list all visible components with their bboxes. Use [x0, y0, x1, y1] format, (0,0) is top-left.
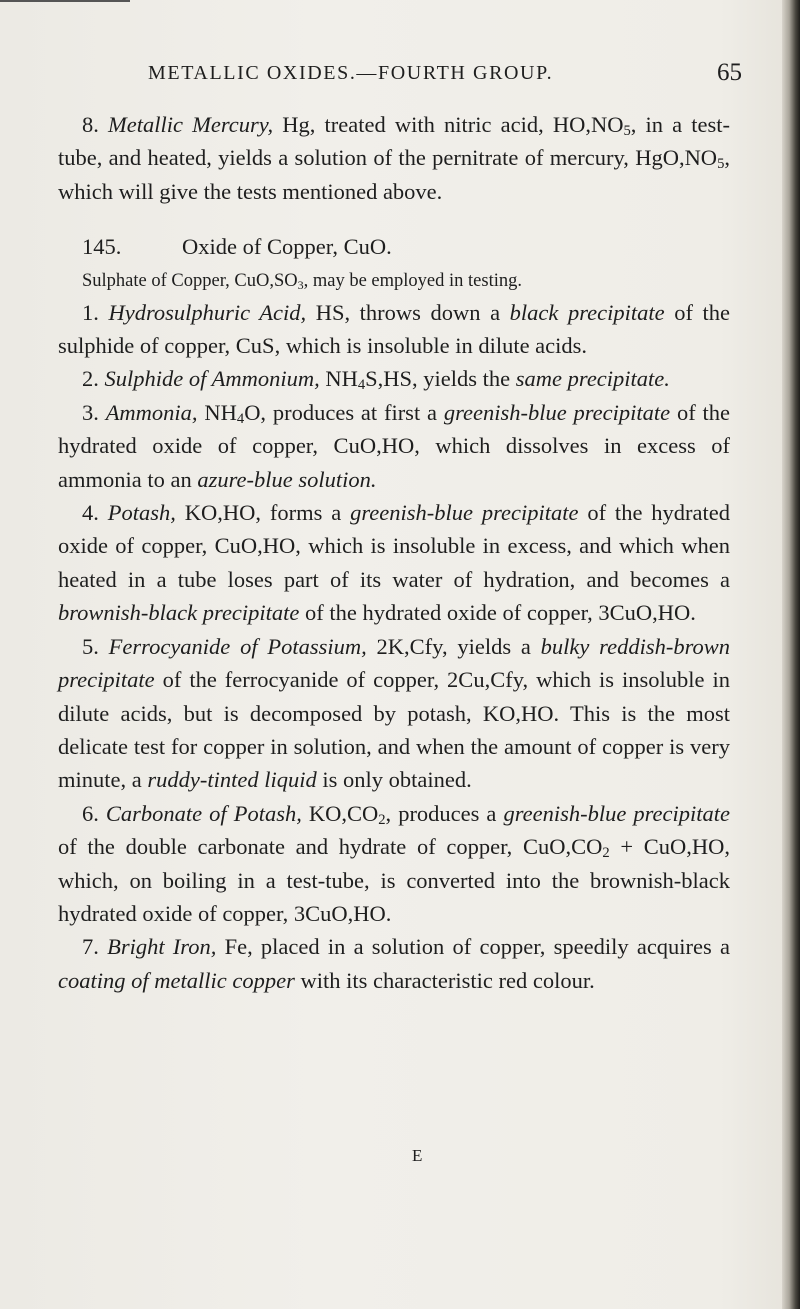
result-emphasis: azure-blue solution. — [197, 466, 377, 492]
result-emphasis: brownish-black precipitate — [58, 600, 300, 626]
reagent-name: Carbonate of Potash, — [105, 800, 302, 826]
page-number: 65 — [717, 59, 742, 86]
test-item-3: 3. Ammonia, $NH_4O$, produces at first a greenish-blue precipitate of the hydrated oxide of copper, CuO,HO, which dissolves in excess of ammonia to an azure-blue solution. — [58, 399, 730, 492]
reagent-name: Potash, — [107, 500, 176, 526]
page-header — [148, 59, 748, 92]
result-emphasis: greenish-blue precipitate — [503, 800, 730, 826]
result-emphasis: bulky reddish-brown precipitate — [58, 633, 730, 693]
reagent-name: Hydrosulphuric Acid, — [108, 299, 307, 325]
book-spine-shadow — [782, 0, 800, 1309]
test-item-1: 1. Hydrosulphuric Acid, HS, throws down a black precipitate of the sulphide of copper, CuS, which is insoluble in dilute acids. — [58, 299, 730, 359]
section-heading — [82, 230, 730, 263]
reagent-name: Bright Iron, — [107, 934, 217, 960]
result-emphasis: greenish-blue precipitate — [350, 500, 579, 526]
reagent-name: Ammonia, — [105, 399, 198, 425]
paragraph-metallic-mercury: 8. Metallic Mercury, Hg, treated with nitric acid, $HO,NO_5$, in a test-tube, and heated, yields a solution of the pernitrate of mercury, $HgO,NO_5$, which will give the tests mentioned above. — [58, 112, 731, 204]
test-item-7: 7. Bright Iron, Fe, placed in a solution of copper, speedily acquires a coating of metallic copper with its characteristic red colour. — [58, 934, 730, 993]
test-item-6: 6. Carbonate of Potash, $KO,CO_2$, produces a greenish-blue precipitate of the double carbonate and hydrate of copper, $CuO,CO_2 + CuO,HO$, which, on boiling in a test-tube, is converted into the brownish-black hydrated oxide of copper, 3CuO,HO. — [58, 800, 730, 926]
result-emphasis: greenish-blue precipitate — [443, 399, 671, 425]
section-number: 145. — [82, 234, 122, 260]
running-head: METALLIC OXIDES.—FOURTH GROUP. — [148, 62, 554, 84]
test-item-5: 5. Ferrocyanide of Potassium, 2K,Cfy, yields a bulky reddish-brown precipitate of the ferrocyanide of copper, 2Cu,Cfy, which is insoluble in dilute acids, but is decomposed by potash, KO,HO. This is the most delicate test for copper in solution, and when the amount of copper is very minute, a ruddy-tinted liquid is only obtained. — [58, 633, 730, 793]
result-emphasis: ruddy-tinted liquid — [147, 767, 317, 793]
test-item-2: 2. Sulphide of Ammonium, $NH_4S,HS$, yields the same precipitate. — [82, 366, 670, 394]
body-text — [58, 108, 730, 997]
section-title: Oxide of Copper, CuO. — [182, 234, 392, 260]
result-emphasis: coating of metallic copper — [58, 967, 295, 993]
top-rule — [0, 0, 130, 2]
result-emphasis: same precipitate. — [515, 366, 670, 392]
substance-name: Metallic Mercury, — [108, 112, 274, 137]
section-note: Sulphate of Copper, $CuO,SO_3$, may be employed in testing. — [82, 270, 522, 292]
signature-mark: E — [412, 1146, 424, 1165]
test-item-4: 4. Potash, KO,HO, forms a greenish-blue precipitate of the hydrated oxide of copper, CuO,HO, which is insoluble in excess, and which when heated in a tube loses part of its water of hydration, and becomes a brownish-black precipitate of the hydrated oxide of copper, 3CuO,HO. — [58, 500, 731, 626]
reagent-name: Ferrocyanide of Potassium, — [108, 633, 367, 659]
result-emphasis: black precipitate — [509, 299, 665, 325]
reagent-name: Sulphide of Ammonium, — [104, 366, 320, 392]
